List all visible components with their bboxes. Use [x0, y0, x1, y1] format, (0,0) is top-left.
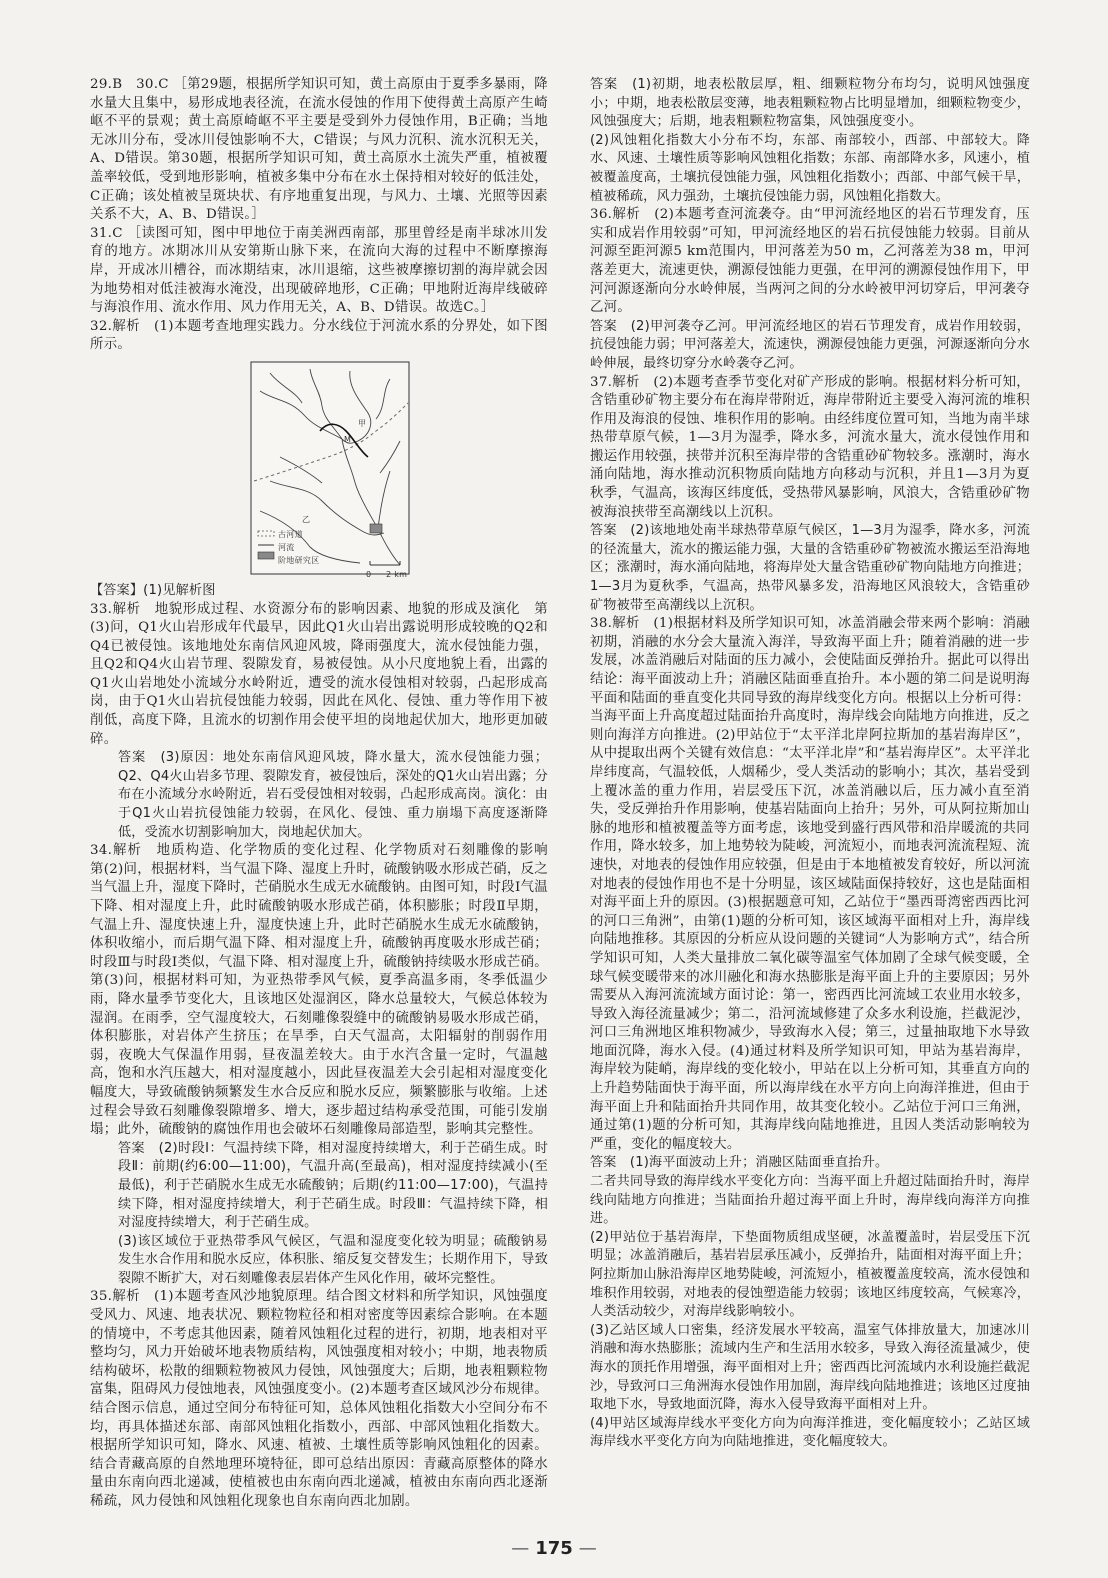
answer-33: 答案 (3)原因：地处东南信风迎风坡，降水量大，流水侵蚀能力强；Q2、Q4火山岩多节理、裂隙发育，被侵蚀后，深处的Q1火山岩出露；分布在小流域分水岭附近，岩石受侵蚀相对较弱，凸起形成高岗。演化：由于Q1火山岩抗侵蚀能力较弱，在风化、侵蚀、重力崩塌下高度逐渐降低，受流水切割影响加大，岗地起伏加大。	[118, 750, 548, 840]
answer-35-part2: (2)风蚀粗化指数大小分布不均，东部、南部较小，西部、中部较大。降水、风速、土壤性质等影响风蚀粗化指数；东部、南部降水多，风速小，植被覆盖度高，土壤抗侵蚀能力强，风蚀粗化指数小；西部、中部气候干旱，植被稀疏，风力强劲，土壤抗侵蚀能力弱，风蚀粗化指数大。	[590, 132, 1030, 204]
analysis-35: 35.解析 (1)本题考查风沙地貌原理。结合图文材料和所学知识，风蚀强度受风力、风速、地表状况、颗粒物粒径和相对密度等因素综合影响。在本题的情境中，不考虑其他因素，随着风蚀粗化过程的进行，初期，地表相对平整均匀，风力开始破坏地表物质结构，风蚀强度相对较小；中期，地表物质结构破坏，松散的细颗粒物被风力侵蚀，风蚀强度大；后期，地表粗颗粒物富集，阻碍风力侵蚀地表，风蚀强度变小。(2)本题考查区域风沙分布规律。结合图示信息，通过空间分布特征可知，总体风蚀粗化指数大小空间分布不均，再具体描述东部、南部风蚀粗化指数小，西部、中部风蚀粗化指数大。根据所学知识可知，降水、风速、植被、土壤性质等影响风蚀粗化的因素。结合青藏高原的自然地理环境特征，即可总结出原因：青藏高原整体的降水量由东南向西北递减，使植被也由东南向西北递减，植被由东南向西北逐渐稀疏，风力侵蚀和风蚀粗化现象也自东南向西北加剧。	[90, 1289, 548, 1509]
answer-34-part3: (3)该区域位于亚热带季风气候区，气温和湿度变化较为明显；硫酸钠易发生水合作用和脱水反应，体积胀、缩反复交替发生；长期作用下，导致裂隙不断扩大，对石刻雕像表层岩体产生风化作用，破坏完整性。	[118, 1233, 548, 1286]
analysis-37: 37.解析 (2)本题考查季节变化对矿产形成的影响。根据材料分析可知，含锆重砂矿物主要分布在海岸带附近，海岸带附近主要受入海河流的堆积作用及海浪的侵蚀、堆积作用的影响。由经纬度位置可知，当地为南半球热带草原气候，1—3月为湿季，降水多，河流水量大，流水侵蚀作用和搬运作用较强，挟带并沉积至海岸带的含锆重砂矿物较多。涨潮时，海水涌向陆地，海水推动沉积物质向陆地方向移动与沉积，并且1—3月为夏秋季，气温高，该海区纬度低，受热带风暴影响，风浪大，含锆重砂矿物被海浪挟带至高潮线以上沉积。	[590, 374, 1030, 520]
answer-37: 答案 (2)该地地处南半球热带草原气候区，1—3月为湿季，降水多，河流的径流量大，流水的搬运能力强，大量的含锆重砂矿物被流水搬运至沿海地区；涨潮时，海水涌向陆地，将海岸处大量含锆重砂矿物向陆地方向推进；1—3月为夏秋季，气温高，热带风暴多发，沿海地区风浪较大，含锆重砂矿物被带至高潮线以上沉积。	[590, 523, 1030, 613]
answer-38-part2: (2)甲站位于基岩海岸，下垫面物质组成坚硬，冰盖覆盖时，岩层受压下沉明显；冰盖消融后，基岩岩层承压减小，反弹抬升，陆面相对海平面上升；阿拉斯加山脉沿海岸区地势陡峻，河流短小，植被覆盖度较高，流水侵蚀和堆积作用较弱，对地表的侵蚀塑造能力较弱；该地区纬度较高，气候寒冷，人类活动较少，对海岸线影响较小。	[590, 1229, 1030, 1320]
watershed-map-figure	[250, 361, 460, 579]
answer-36: 答案 (2)甲河袭夺乙河。甲河流经地区的岩石节理发育，成岩作用较弱，抗侵蚀能力弱；甲河落差大，流速快，溯源侵蚀能力更强，河源逐渐向分水岭伸展，最终切穿分水岭袭夺乙河。	[590, 318, 1030, 371]
answer-31: 31.C ［读图可知，图中甲地位于南美洲西南部，那里曾经是南半球冰川发育的地方。冰期冰川从安第斯山脉下来，在流向大海的过程中不断摩擦海岸，开成冰川槽谷，而冰期结束，冰川退缩，这些被摩擦切割的海岸就会因为地势相对低洼被海水淹没，出现破碎地形，C正确；甲地附近海岸线破碎与海浪作用、流水作用、风力作用无关，A、B、D错误。故选C。］	[90, 225, 548, 316]
analysis-33: 33.解析 地貌形成过程、水资源分布的影响因素、地貌的形成及演化 第(3)问，Q1火山岩形成年代最早，因此Q1火山岩出露说明形成较晚的Q2和Q4已被侵蚀。该地地处东南信风迎风坡，降雨强度大，流水侵蚀能力强，且Q2和Q4火山岩节理、裂隙发育，易被侵蚀。从小尺度地貌上看，出露的Q1火山岩地处小流域分水岭附近，遭受的流水侵蚀相对较弱，凸起形成高岗，由于Q1火山岩抗侵蚀能力较弱，因此在风化、侵蚀、重力等作用下被削低，高度下降，且流水的切割作用会使平坦的岗地起伏加大，地形更加破碎。	[90, 601, 548, 747]
legend-ancient-channel: 古河道	[278, 529, 303, 539]
answer-35-part1: 答案 (1)初期，地表松散层厚，粗、细颗粒物分布均匀，说明风蚀强度小；中期，地表松散层变薄，地表粗颗粒物占比明显增加，细颗粒物变少，风蚀强度大；后期，地表粗颗粒物富集，风蚀强度变小。	[590, 77, 1030, 130]
map-legend	[258, 529, 320, 566]
answer-34-part2: 答案 (2)时段Ⅰ：气温持续下降，相对湿度持续增大，利于芒硝生成。时段Ⅱ：前期(约6:00—11:00)，气温升高(至最高)，相对湿度持续减小(至最低)，利于芒硝脱水生成无水硫酸钠；后期(约11:00—17:00)，气温持续下降，相对湿度持续增大，利于芒硝生成。时段Ⅲ：气温持续下降，相对湿度持续增大，利于芒硝生成。	[118, 1140, 548, 1231]
legend-terrace-area: 阶地研究区	[278, 555, 320, 565]
map-label-jia: 甲	[358, 418, 367, 428]
map-label-m: M	[344, 434, 352, 444]
map-label-yi: 乙	[302, 514, 311, 524]
answer-38-direction: 二者共同导致的海岸线水平变化方向：当海平面上升超过陆面抬升时，海岸线向陆地方向推进；当陆面抬升超过海平面上升时，海岸线向海洋方向推进。	[590, 1174, 1030, 1227]
answer-38-part3: (3)乙站区域人口密集，经济发展水平较高，温室气体排放量大，加速冰川消融和海水热膨胀；流域内生产和生活用水较多，导致入海径流量减少，使海水的顶托作用增强，海平面相对上升；密西西比河流域内水利设施拦截泥沙，导致河口三角洲海水侵蚀作用加剧，海岸线向陆地推进；该地区过度抽取地下水，导致地面沉降，海水入侵导致海平面相对上升。	[590, 1322, 1030, 1413]
analysis-36: 36.解析 (2)本题考查河流袭夺。由“甲河流经地区的岩石节理发育，压实和成岩作用较弱”可知，甲河流经地区的岩石抗侵蚀能力较弱。目前从河源至距河源5 km范围内，甲河落差为50 m，乙河落差为38 m，甲河落差更大，流速更快，溯源侵蚀能力更强，在甲河的溯源侵蚀作用下，甲河河源逐渐向分水岭伸展，当两河之间的分水岭被甲河切穿后，甲河袭夺乙河。	[590, 207, 1030, 316]
answer-38-part1: 答案 (1)海平面波动上升；消融区陆面垂直抬升。	[590, 1155, 889, 1171]
scale-2km: 2 km	[386, 569, 408, 579]
analysis-34: 34.解析 地质构造、化学物质的变化过程、化学物质对石刻雕像的影响 第(2)问，根据材料，当气温下降、湿度上升时，硫酸钠吸水形成芒硝，反之当气温上升，湿度下降时，芒硝脱水生成无水硫酸钠。由图可知，时段Ⅰ气温下降、相对湿度上升，此时硫酸钠吸水形成芒硝，体积膨胀；时段Ⅱ早期，气温上升、湿度快速上升，湿度快速上升，此时芒硝脱水生成无水硫酸钠，体积收缩小，而后期气温下降、相对湿度上升，硫酸钠再度吸水形成芒硝；时段Ⅲ与时段Ⅰ类似，气温下降、相对湿度上升，硫酸钠持续吸水形成芒硝。第(3)问，根据材料可知，为亚热带季风气候，夏季高温多雨，冬季低温少雨，降水量季节变化大，且该地区处湿润区，降水总量较大，气候总体较为湿润。在雨季，空气湿度较大，石刻雕像裂缝中的硫酸钠易吸水形成芒硝，体积膨胀，对岩体产生挤压；在旱季，白天气温高，太阳辐射的削弱作用弱，夜晚大气保温作用弱，昼夜温差较大。由于水汽含量一定时，气温越高，饱和水汽压越大，相对湿度越小，因此昼夜温差大会引起相对湿度变化幅度大，导致硫酸钠频繁发生水合反应和脱水反应，频繁膨胀与收缩。上述过程会导致石刻雕像裂隙增多、增大，逐步超过结构承受范围，可能引发崩塌；此外，硫酸钠的腐蚀作用也会破坏石刻雕像局部造型，影响其完整性。	[90, 843, 562, 1138]
page-footer: — 175 —	[511, 1538, 597, 1559]
answer-29-30: 29.B 30.C ［第29题，根据所学知识可知，黄土高原由于夏季多暴雨，降水量大且集中，易形成地表径流，在流水侵蚀的作用下使得黄土高原产生崎岖不平的景观；黄土高原崎岖不平主要是受到外力侵蚀作用，B正确；当地无冰川分布，受冰川侵蚀影响不大，C错误；与风力沉积、流水沉积无关，A、D错误。第30题，根据所学知识可知，黄土高原水土流失严重，植被覆盖率较低，受到地形影响，植被多集中分布在水土保持相对较好的低洼处，C正确；该处植被呈斑块状、有序地重复出现，与风力、土壤、光照等因素关系不大，A、B、D错误。］	[90, 77, 548, 223]
answer-32: 【答案】(1)见解析图	[90, 582, 216, 598]
answer-32-analysis: 32.解析 (1)本题考查地理实践力。分水线位于河流水系的分界处，如下图所示。	[90, 318, 548, 353]
left-column	[90, 76, 562, 1512]
page-number: 175	[535, 1538, 573, 1559]
legend-river: 河流	[278, 542, 295, 552]
scale-zero: 0	[366, 569, 372, 579]
right-column	[590, 76, 1030, 1452]
analysis-38: 38.解析 (1)根据材料及所学知识可知，冰盖消融会带来两个影响：消融初期，消融的水分会大量流入海洋，导致海平面上升；随着消融的进一步发展，冰盖消融后对陆面的压力减小，会使陆面反弹抬升。据此可以得出结论：海平面波动上升；消融区陆面垂直抬升。本小题的第二问是说明海平面和陆面的垂直变化共同导致的海岸线变化方向。根据以上分析可得：当海平面上升高度超过陆面抬升高度时，海岸线会向陆地方向推进，反之则向海洋方向推进。(2)甲站位于“太平洋北岸阿拉斯加的基岩海岸区”，从中提取出两个关键有效信息：“太平洋北岸”和“基岩海岸区”。太平洋北岸纬度高，气温较低，人烟稀少，受人类活动的影响小；其次，基岩受到上覆冰盖的重力作用，岩层受压下沉，冰盖消融以后，压力减小直至消失，受反弹抬升作用影响，使基岩陆面向上抬升；另外，可从阿拉斯加山脉的地形和植被覆盖等方面考虑，该地受到盛行西风带和沿岸暖流的共同作用，降水较多，加上地势较为陡峻，河流短小，而地表河流流程短、流速快，对地表的侵蚀作用应较强，但是由于本地植被发育较好，所以河流对地表的侵蚀作用也不是十分明显，该区域陆面保持较好，这也是陆面相对海平面上升的原因。(3)根据题意可知，乙站位于“墨西哥湾密西西比河的河口三角洲”，由第(1)题的分析可知，该区域海平面相对上升，海岸线向陆地推移。其原因的分析应从设问题的关键词“人为影响方式”，结合所学知识可知，人类大量排放二氧化碳等温室气体加剧了全球气候变暖，全球气候变暖带来的冰川融化和海水热膨胀是海平面上升的主要原因；另外需要从入海河流流域方面讨论：第一，密西西比河流域工农业用水较多，导致入海径流量减少；第二，沿河流域修建了众多水利设施，拦截泥沙，河口三角洲地区堆积物减少，导致海水入侵；第三，过量抽取地下水导致地面沉降，海水入侵。(4)通过材料及所学知识可知，甲站为基岩海岸，海岸较为陡峭，海岸线的变化较小，甲站在以上分析可知，其垂直方向的上升趋势陆面快于海平面，所以海岸线在水平方向上向海洋推进，但由于海平面上升和陆面抬升共同作用，故其变化较小。乙站位于河口三角洲，通过第(1)题的分析可知，其海岸线向陆地推进，且因人类活动影响较为严重，变化的幅度较大。	[590, 616, 1030, 1152]
answer-38-part4: (4)甲站区域海岸线水平变化方向为向海洋推进，变化幅度较小；乙站区域海岸线水平变化方向为向陆地推进，变化幅度较大。	[590, 1415, 1030, 1450]
